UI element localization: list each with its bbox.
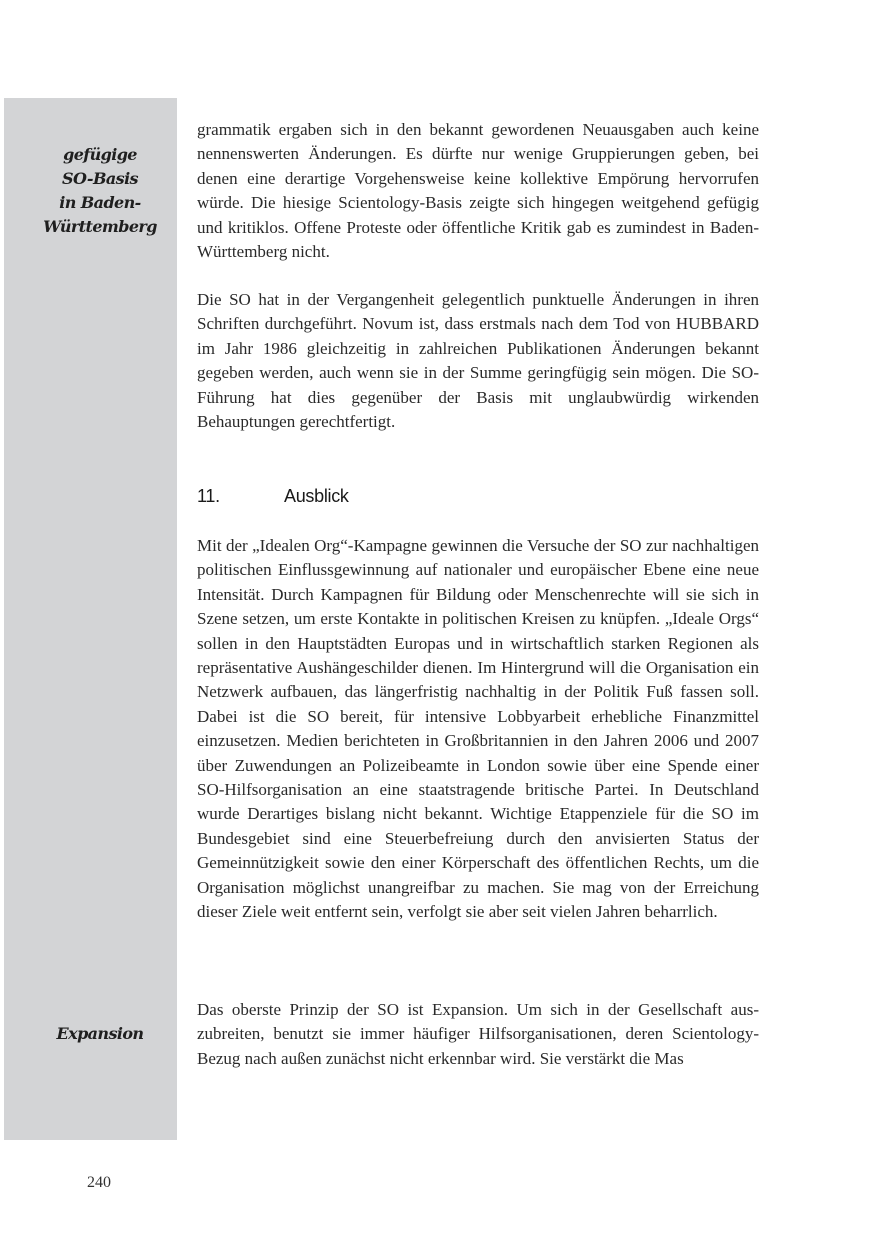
margin-band	[4, 98, 177, 1140]
body-paragraph-1: grammatik ergaben sich in den bekannt gewordenen Neuausgaben auch keine nennenswerten Änderungen. Es dürfte nur wenige Gruppierungen geben, bei denen eine derartige Vorgehensweise keine kollektive Empörung hervorrufen würde. Die hiesige Scientology-Basis zeigte sich hingegen weitgehend gefügig und kritiklos. Offene Proteste oder öffentliche Kritik gab es zumindest in Baden-Württemberg nicht.	[197, 120, 759, 262]
body-paragraph-3: Mit der „Idealen Org“-Kampagne gewinnen die Versuche der SO zur nachhaltigen politischen Einflussgewinnung auf nationaler und europäischer Ebene eine neue Intensität. Durch Kampagnen für Bildung oder Menschenrechte will sie sich in Szene setzen, um erste Kontakte in politischen Kreisen zu knüpfen. „Ideale Orgs“ sollen in den Hauptstädten Europas und in wirtschaftlich starken Regionen als repräsentative Aushängeschilder dienen. Im Hintergrund will die Organisation ein Netzwerk aufbauen, das längerfristig nachhaltig in der Politik Fuß fassen soll. Dabei ist die SO bereit, für intensive Lobbyarbeit erhebliche Finanzmittel einzusetzen. Medien berichteten in Großbritannien in den Jahren 2006 und 2007 über Zuwendungen an Polizeibeamte in London sowie über eine Spende einer SO-Hilfsorganisation an eine staatstragende britische Partei. In Deutschland wurde Derartiges bislang nicht bekannt. Wichtige Etappenziele für die SO im Bundesgebiet sind eine Steuerbefreiung durch den anvisierten Status der Gemeinnützigkeit sowie den einer Körperschaft des öffentlichen Rechts, um die Organisation möglichst unangreifbar zu machen. Sie mag von der Erreichung dieser Ziele weit entfernt sein, verfolgt sie aber seit vielen Jahren beharrlich.	[197, 536, 759, 922]
margin-note-line: gefügige	[63, 145, 137, 164]
margin-note-line: in Baden-	[59, 193, 141, 212]
section-title: Ausblick	[284, 486, 349, 506]
section-number: 11.	[197, 486, 220, 506]
margin-note-gefuegige-basis	[30, 143, 170, 239]
margin-note-line: Expansion	[56, 1024, 144, 1043]
section-heading	[197, 484, 349, 508]
body-paragraph-4: Das oberste Prinzip der SO ist Expansion. Um sich in der Gesellschaft auszubreiten, benutzt sie immer häufiger Hilfsorganisationen, deren Scientology-Bezug nach außen zunächst nicht erkennbar wird. Sie verstärkt die Mas	[197, 1000, 759, 1068]
margin-note-line: Württemberg	[43, 217, 157, 236]
body-paragraph-2: Die SO hat in der Vergangenheit gelegentlich punktuelle Änderungen in ihren Schriften durchgeführt. Novum ist, dass erstmals nach dem Tod von HUBBARD im Jahr 1986 gleichzeitig in zahlreichen Publikationen Änderungen bekannt gegeben werden, auch wenn sie in der Summe geringfügig sein mögen. Die SO-Führung hat dies gegenüber der Basis mit unglaubwürdig wirkenden Behauptungen gerechtfertigt.	[197, 290, 759, 432]
margin-note-line: SO-Basis	[62, 169, 138, 188]
margin-note-expansion	[30, 1022, 170, 1046]
page-number: 240	[87, 1174, 111, 1191]
